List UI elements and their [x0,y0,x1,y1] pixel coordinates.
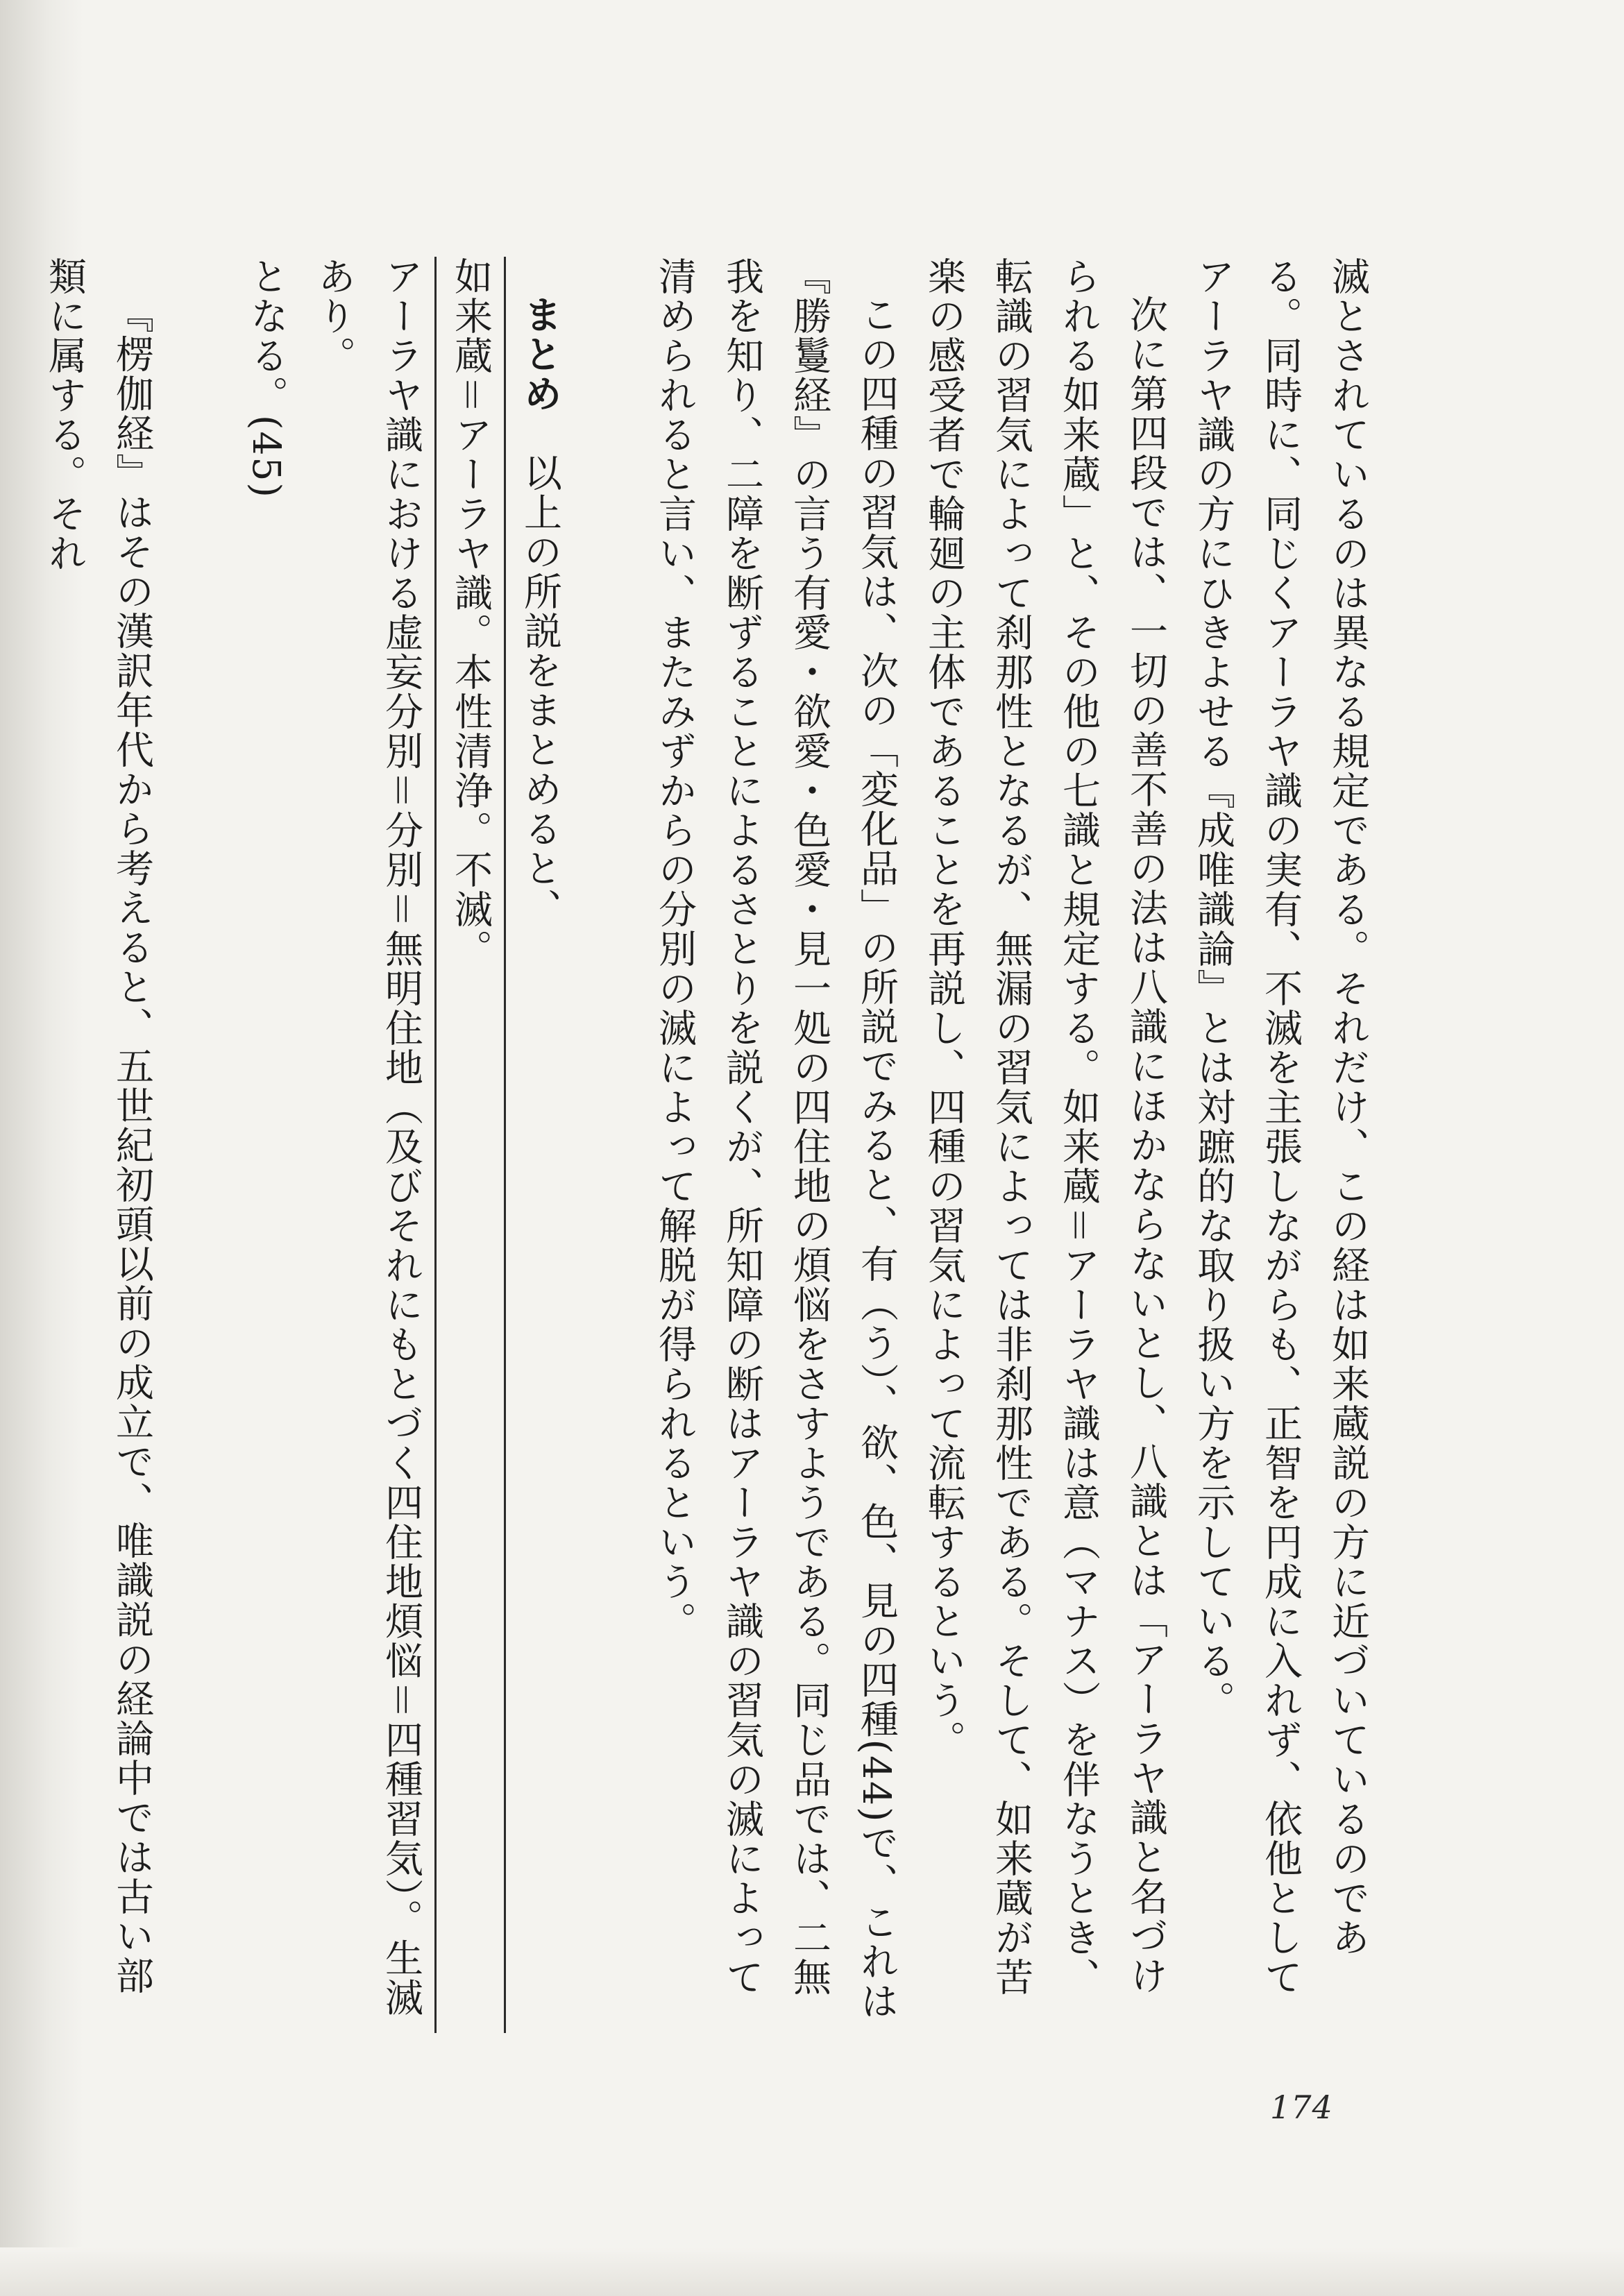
summary-intro [506,257,573,2033]
section-gap [573,257,641,2033]
vertical-text-body [42,257,1381,2033]
paragraph-1: 滅とされているのは異なる規定である。それだけ、この経は如来蔵説の方に近づいているのである。同時に、同じくアーラヤ識の実有、不滅を主張しながらも、正智を円成に入れず、依他としてアーラヤ識の方にひきよせる『成唯識論』とは対蹠的な取り扱い方を示している。 [1191,257,1370,1997]
summary-line-2: アーラヤ識における虚妄分別＝分別＝無明住地（及びそれにもとづく四住地煩悩＝四種習気）。生滅あり。 [300,257,437,2033]
summary-closing: となる。(45) [244,257,289,499]
page-bottom-shadow [0,2247,1624,2296]
page-number: 174 [1270,2089,1333,2126]
paragraph-2: 次に第四段では、一切の善不善の法は八識にほかならないとし、八識とは「アーラヤ識と名づけられる如来蔵」と、その他の七識と規定する。如来蔵＝アーラヤ識は意（マナス）を伴なうとき、転識の習気によって刹那性となるが、無漏の習気によっては非刹那性である。そして、如来蔵が苦楽の感受者で輪廻の主体であることを再説し、四種の習気によって流転するという。 [922,257,1168,1997]
section-gap-2 [165,257,232,2033]
paragraph-3: この四種の習気は、次の「変化品」の所説でみると、有（う）、欲、色、見の四種(44)で、これは『勝鬘経』の言う有愛・欲愛・色愛・見一処の四住地の煩悩をさすようである。同じ品では、二無我を知り、二障を断ずることによるさとりを説くが、所知障の断はアーラヤ識の習気の滅によって清められると言い、またみずからの分別の滅によって解脱が得られるという。 [652,257,899,2021]
final-paragraph: 『楞伽経』はその漢訳年代から考えると、五世紀初頭以前の成立で、唯識説の経論中では古い部類に属する。それ [42,257,154,1996]
summary-line-1: 如来蔵＝アーラヤ識。本性清浄。不滅。 [437,257,506,2033]
summary-intro-text: 以上の所説をまとめると、 [518,453,562,928]
summary-heading: まとめ [518,295,562,414]
